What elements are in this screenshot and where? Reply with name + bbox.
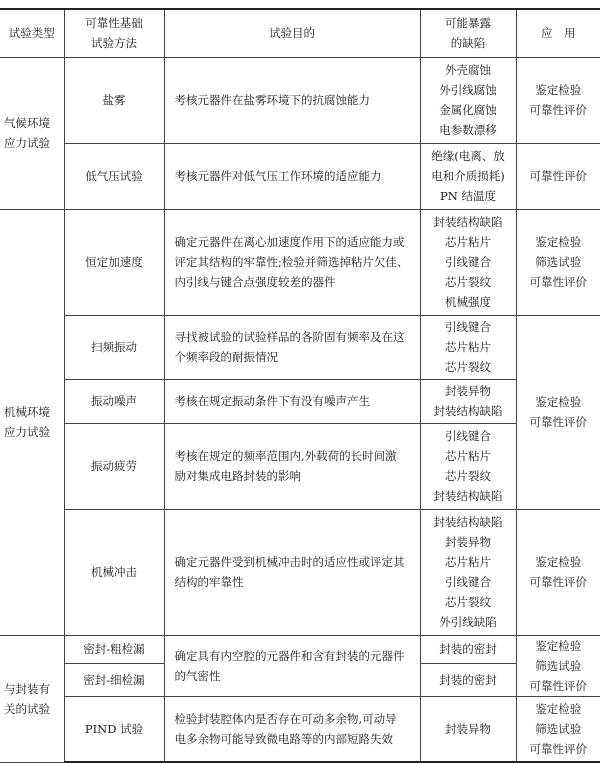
defects-cell: 封装异物 [420,696,516,762]
method-cell: 密封-粗检漏 [64,635,164,663]
header-test-method: 可靠性基础 试验方法 [64,9,164,57]
group-mechanical: 机械环境 应力试验 [0,209,64,635]
group-climate: 气候环境 应力试验 [0,57,64,209]
purpose-cell: 确定具有内空腔的元器件和含有封装的元器件 的气密性 [164,635,420,696]
application-cell: 鉴定检验 可靠性评价 [516,57,600,143]
application-cell: 鉴定检验 筛选试验 可靠性评价 [516,696,600,762]
defects-cell: 封装的密封 [420,635,516,663]
method-cell: 恒定加速度 [64,209,164,315]
method-cell: 机械冲击 [64,509,164,635]
application-cell: 可靠性评价 [516,143,600,209]
header-test-type: 试验类型 [0,9,64,57]
method-cell: 振动疲劳 [64,423,164,509]
defects-cell: 封装结构缺陷 封装异物 芯片粘片 引线键合 芯片裂纹 外引线缺陷 [420,509,516,635]
application-cell: 鉴定检验 筛选试验 可靠性评价 [516,209,600,315]
defects-cell: 封装异物 封装结构缺陷 [420,379,516,423]
reliability-test-table [0,8,600,763]
defects-cell: 封装结构缺陷 芯片粘片 引线键合 芯片裂纹 机械强度 [420,209,516,315]
defects-cell: 引线键合 芯片粘片 芯片裂纹 封装结构缺陷 [420,423,516,509]
application-cell: 鉴定检验 可靠性评价 [516,509,600,635]
table-row [0,379,600,423]
purpose-cell: 考核在规定振动条件下有没有噪声产生 [164,379,420,423]
defects-cell: 引线键合 芯片粘片 芯片裂纹 [420,315,516,379]
purpose-cell: 考核元器件对低气压工作环境的适应能力 [164,143,420,209]
method-cell: PIND 试验 [64,696,164,762]
defects-cell: 绝缘(电离、放 电和介质损耗) PN 结温度 [420,143,516,209]
method-cell: 盐雾 [64,57,164,143]
purpose-cell: 确定元器件受到机械冲击时的适应性或评定其 结构的牢靠性 [164,509,420,635]
header-application: 应 用 [516,9,600,57]
application-cell: 鉴定检验 筛选试验 可靠性评价 [516,635,600,696]
table-header-row [0,9,600,57]
table-row [0,635,600,663]
method-cell: 密封-细检漏 [64,663,164,696]
table-row [0,57,600,143]
method-cell: 扫频振动 [64,315,164,379]
table-row [0,209,600,315]
purpose-cell: 考核元器件在盐雾环境下的抗腐蚀能力 [164,57,420,143]
purpose-cell: 考核在规定的频率范围内,外载荷的长时间激 励对集成电路封装的影响 [164,423,420,509]
purpose-cell: 确定元器件在离心加速度作用下的适应能力或 评定其结构的牢靠性;检验并筛选掉粘片欠佳、 内引线与键合点强度较差的器件 [164,209,420,315]
application-cell: 鉴定检验 可靠性评价 [516,315,600,509]
defects-cell: 外壳腐蚀 外引线腐蚀 金属化腐蚀 电参数漂移 [420,57,516,143]
table-row [0,696,600,762]
method-cell: 低气压试验 [64,143,164,209]
table-row [0,509,600,635]
table-row [0,423,600,509]
defects-cell: 封装的密封 [420,663,516,696]
purpose-cell: 寻找被试验的试验样品的各阶固有频率及在这 个频率段的耐振情况 [164,315,420,379]
purpose-cell: 检验封装腔体内是否存在可动多余物,可动导 电多余物可能导致微电路等的内部短路失效 [164,696,420,762]
header-test-purpose: 试验目的 [164,9,420,57]
table-row [0,143,600,209]
method-cell: 振动噪声 [64,379,164,423]
table-row [0,315,600,379]
group-seal: 与封装有 关的试验 [0,635,64,762]
header-defects: 可能暴露 的缺陷 [420,9,516,57]
